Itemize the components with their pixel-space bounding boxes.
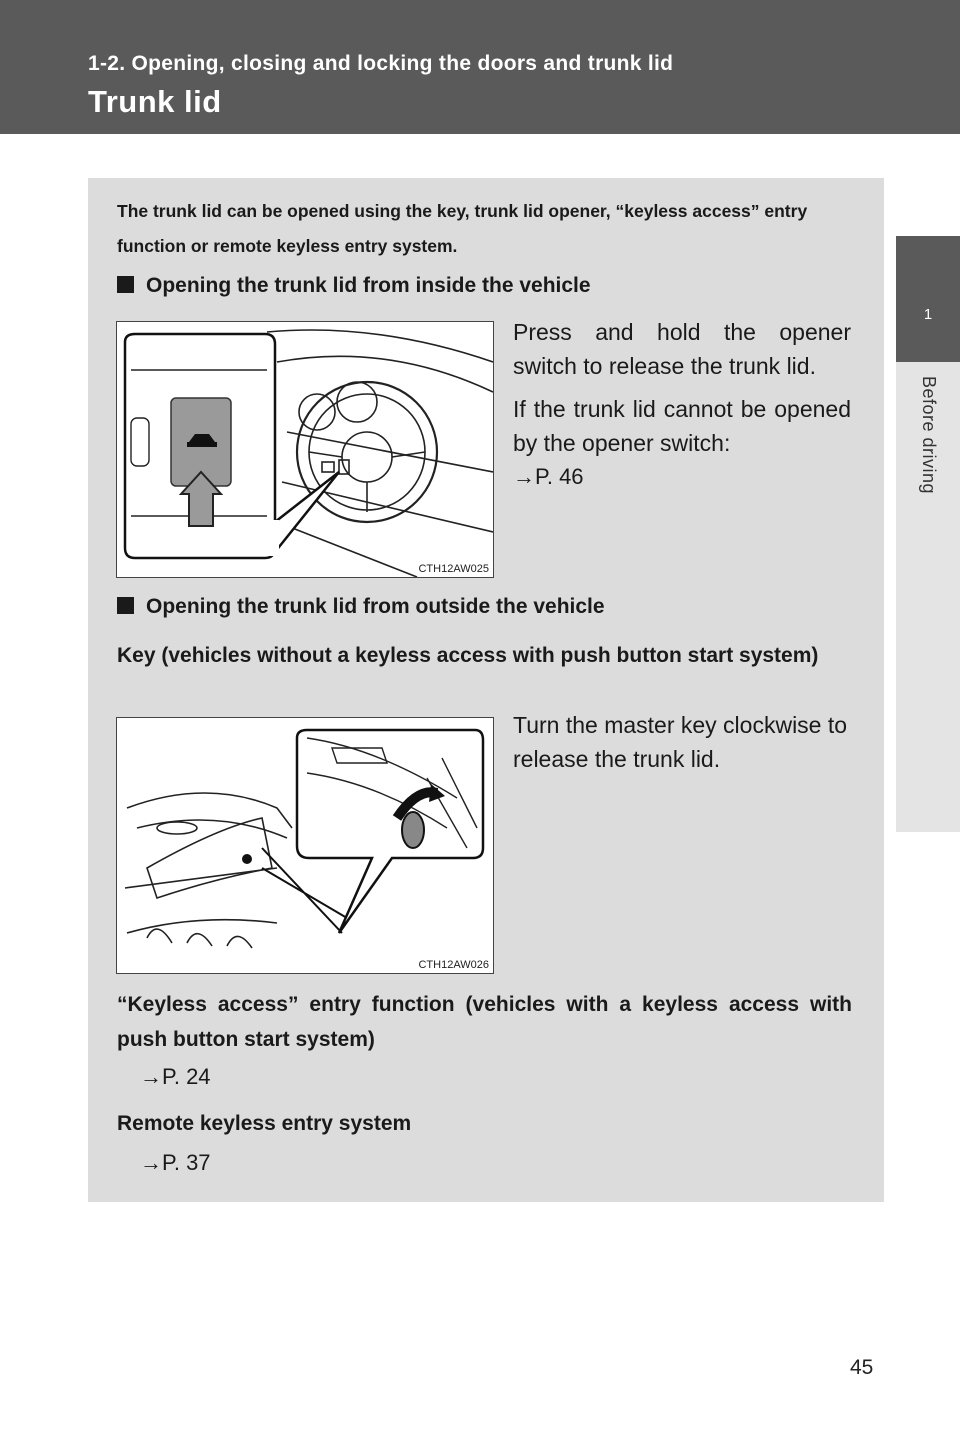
figure-code: CTH12AW025 xyxy=(418,563,489,575)
outside-heading-text: Opening the trunk lid from outside the vehicle xyxy=(146,595,605,618)
inside-heading-text: Opening the trunk lid from inside the vehicle xyxy=(146,274,591,297)
page-number: 45 xyxy=(850,1356,874,1379)
figure-code: CTH12AW026 xyxy=(418,959,489,971)
inside-instruction: Press and hold the opener switch to release the trunk lid. xyxy=(513,319,851,379)
chapter-tab xyxy=(896,236,960,362)
key-heading: Key (vehicles without a keyless access with push button start system) xyxy=(117,644,819,667)
chapter-label: Before driving xyxy=(919,376,939,495)
outside-heading xyxy=(117,595,605,619)
chapter-number: 1 xyxy=(923,306,933,323)
inside-heading xyxy=(117,274,591,298)
section-title: 1-2. Opening, closing and locking the doors and trunk lid xyxy=(88,52,674,75)
inside-page-ref[interactable]: →P. 46 xyxy=(513,464,584,489)
opener-switch-figure xyxy=(116,321,494,578)
keyless-page-ref[interactable]: →P. 24 xyxy=(140,1064,211,1089)
key-instruction: Turn the master key clockwise to release the trunk lid. xyxy=(513,712,848,772)
remote-page-ref[interactable]: →P. 37 xyxy=(140,1150,211,1175)
keyless-heading: “Keyless access” entry function (vehicles with a keyless access with push button start system) xyxy=(117,993,852,1051)
intro-text: The trunk lid can be opened using the key, trunk lid opener, “keyless access” entry function or remote keyless entry system. xyxy=(117,201,808,256)
remote-heading: Remote keyless entry system xyxy=(117,1112,412,1135)
chapter-label-strip xyxy=(896,362,960,832)
rear-trunk-illustration xyxy=(117,718,493,973)
square-bullet-icon xyxy=(117,276,134,293)
key-cylinder-figure xyxy=(116,717,494,974)
page-header xyxy=(0,0,960,134)
dashboard-illustration xyxy=(117,322,493,577)
inside-fallback: If the trunk lid cannot be opened by the opener switch: xyxy=(513,396,851,456)
page-title: Trunk lid xyxy=(88,84,222,119)
square-bullet-icon xyxy=(117,597,134,614)
